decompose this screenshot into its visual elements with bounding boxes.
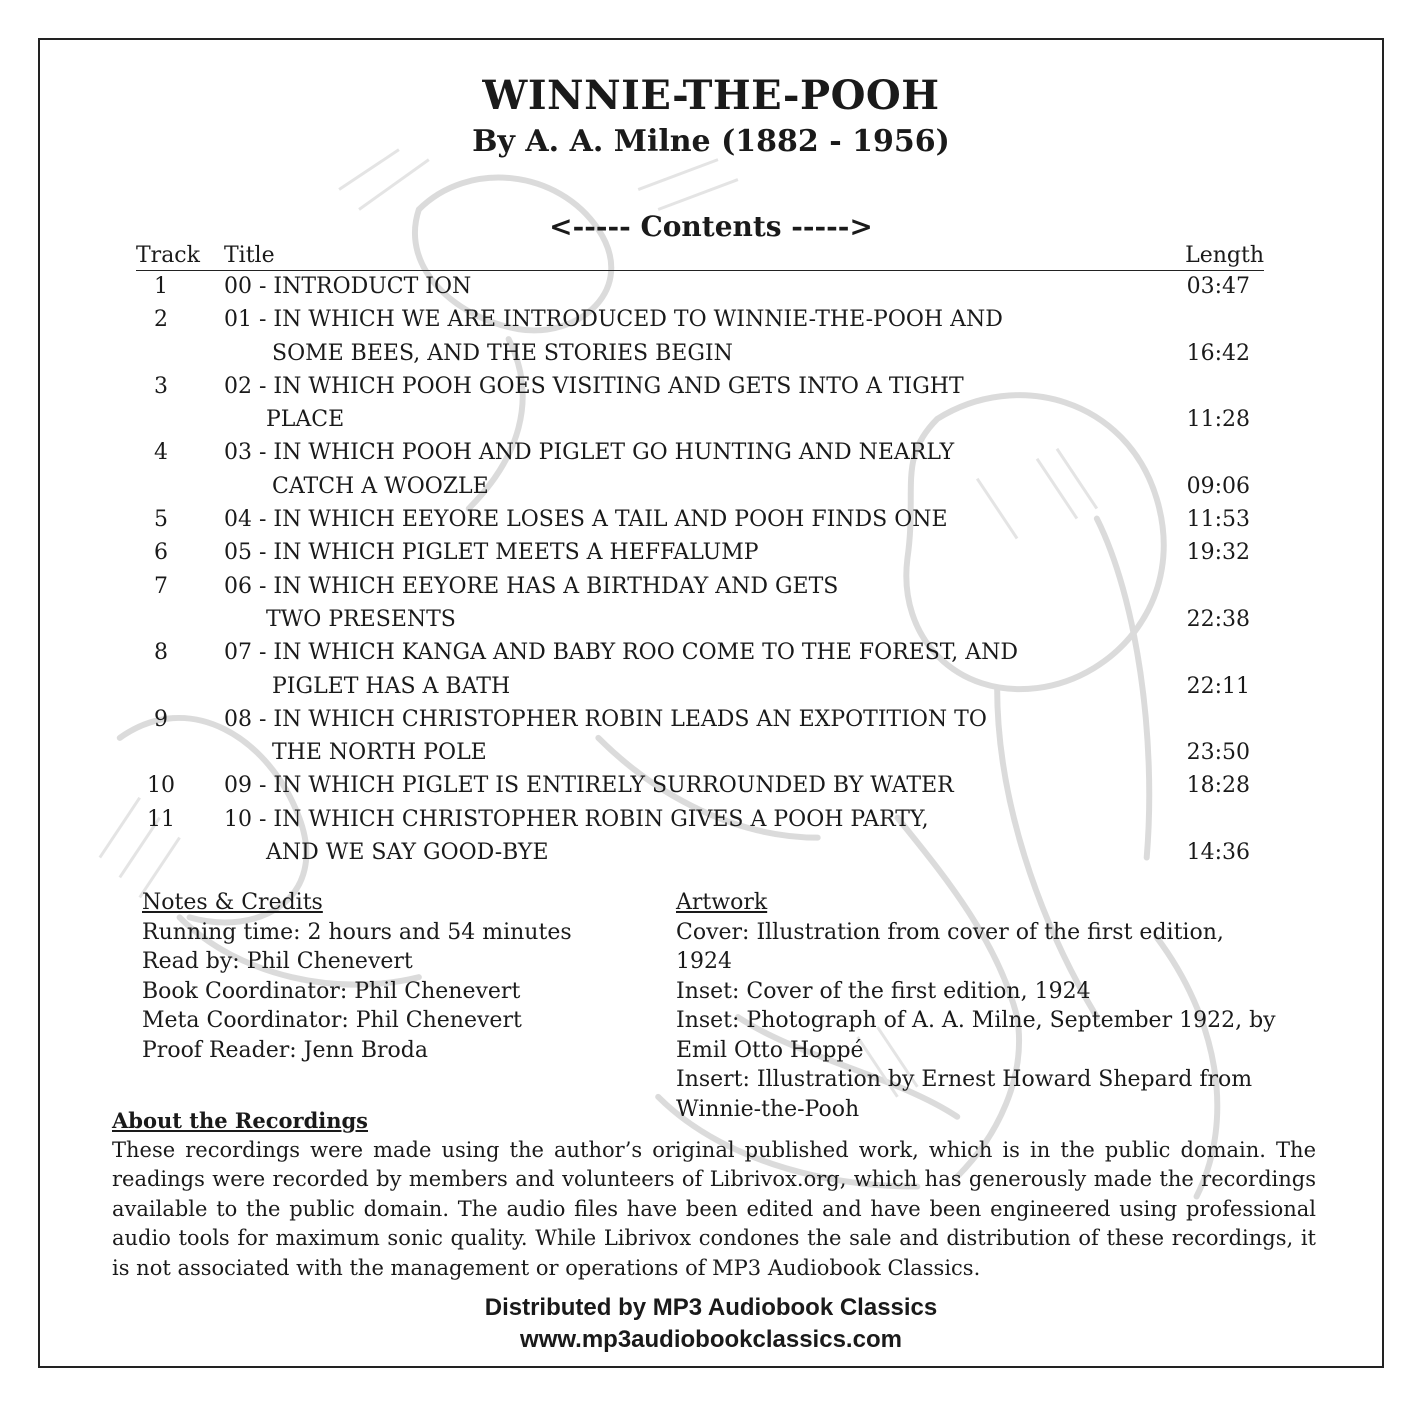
notes-heading: Notes & Credits [142,890,323,915]
meta-coordinator: Meta Coordinator: Phil Chenevert [142,1008,522,1033]
track-row [136,703,1264,770]
track-number: 2 [154,307,168,333]
read-by: Read by: Phil Chenevert [142,949,413,974]
track-title-continued: AND WE SAY GOOD-BYE [266,840,549,866]
track-title: 06 - IN WHICH EEYORE HAS A BIRTHDAY AND GETS [224,573,839,599]
track-length: 11:53 [1186,507,1250,533]
track-table-header [136,240,1264,271]
track-title: 10 - IN WHICH CHRISTOPHER ROBIN GIVES A POOH PARTY, [224,806,929,832]
track-title-continued: PIGLET HAS A BATH [272,673,511,699]
website: www.mp3audiobookclassics.com [520,1326,902,1353]
track-length: 19:32 [1186,540,1250,566]
track-number: 6 [154,540,168,566]
artwork-heading: Artwork [676,890,768,915]
track-length: 09:06 [1186,473,1250,499]
track-title: 02 - IN WHICH POOH GOES VISITING AND GETS INTO A TIGHT [224,373,964,399]
track-row [136,303,1264,370]
artwork-inset-photo: Inset: Photograph of A. A. Milne, September 1922, by [676,1008,1276,1033]
contents-label: <----- Contents -----> [549,210,873,243]
track-title-continued: CATCH A WOOZLE [272,473,489,499]
track-title: 00 - INTRODUCT ION [224,274,472,299]
track-title: 03 - IN WHICH POOH AND PIGLET GO HUNTING AND NEARLY [224,440,955,466]
column-length: Length [1185,243,1264,268]
track-row [136,636,1264,703]
track-title: 08 - IN WHICH CHRISTOPHER ROBIN LEADS AN EXPOTITION TO [224,706,987,732]
track-row [136,570,1264,637]
track-title-continued: SOME BEES, AND THE STORIES BEGIN [272,340,733,366]
book-coordinator: Book Coordinator: Phil Chenevert [142,978,521,1004]
notes-and-credits [142,888,572,1065]
track-title-continued: PLACE [266,407,345,433]
artwork-insert: Insert: Illustration by Ernest Howard Shepard from [676,1067,1253,1092]
track-number: 4 [154,440,168,466]
track-number: 10 [147,773,175,799]
track-row [136,803,1264,870]
track-row [136,536,1264,569]
track-title: 04 - IN WHICH EEYORE LOSES A TAIL AND POOH FINDS ONE [224,507,948,533]
track-length: 14:36 [1186,840,1250,866]
artwork-insert-source: Winnie-the-Pooh [676,1096,860,1122]
track-number: 11 [147,806,175,832]
track-number: 5 [154,507,168,533]
distributed-by: Distributed by MP3 Audiobook Classics [484,1294,938,1321]
proof-reader: Proof Reader: Jenn Broda [142,1037,428,1063]
about-heading: About the Recordings [112,1108,369,1133]
track-title: 05 - IN WHICH PIGLET MEETS A HEFFALUMP [224,540,759,566]
track-title-continued: TWO PRESENTS [266,606,456,632]
artwork-inset-photo-credit: Emil Otto Hoppé [676,1037,864,1063]
track-title: 09 - IN WHICH PIGLET IS ENTIRELY SURROUNDED BY WATER [224,773,954,799]
track-row [136,270,1264,303]
track-length: 03:47 [1186,274,1250,299]
column-track: Track [136,243,200,268]
cd-insert-frame [38,38,1384,1368]
track-number: 3 [154,373,168,399]
running-time: Running time: 2 hours and 54 minutes [142,919,572,945]
track-number: 9 [154,706,168,732]
column-title: Title [224,243,275,268]
book-title: WINNIE-THE-POOH [482,72,940,119]
track-row [136,436,1264,503]
track-length: 11:28 [1186,407,1250,433]
distribution-footer [40,1292,1382,1356]
artwork-cover: Cover: Illustration from cover of the first edition, 1924 [676,919,1224,974]
track-length: 18:28 [1186,773,1250,799]
track-length: 22:38 [1186,606,1250,632]
track-title: 07 - IN WHICH KANGA AND BABY ROO COME TO THE FOREST, AND [224,640,1018,666]
track-row [136,503,1264,536]
track-number: 1 [154,274,168,299]
about-recordings [112,1106,1316,1283]
track-title-continued: THE NORTH POLE [272,740,487,766]
artwork-credits [676,888,1276,1124]
track-row [136,370,1264,437]
track-title: 01 - IN WHICH WE ARE INTRODUCED TO WINNIE-THE-POOH AND [224,307,1003,333]
about-text: These recordings were made using the author’s original published work, which is in the public domain. The readings were recorded by members and volunteers of Librivox.org, which has generously made the recordings available to the public domain. The audio files have been edited and have been engineered using professional audio tools for maximum sonic quality. While Librivox condones the sale and distribution of these recordings, it is not associated with the management or operations of MP3 Audiobook Classics. [112,1137,1316,1280]
track-length: 23:50 [1186,740,1250,766]
artwork-inset-cover: Inset: Cover of the first edition, 1924 [676,978,1091,1004]
track-row [136,769,1264,802]
author-line: By A. A. Milne (1882 - 1956) [472,124,950,159]
track-number: 8 [154,640,168,666]
track-list [136,270,1264,869]
track-length: 16:42 [1186,340,1250,366]
track-number: 7 [154,573,168,599]
track-length: 22:11 [1186,673,1250,699]
